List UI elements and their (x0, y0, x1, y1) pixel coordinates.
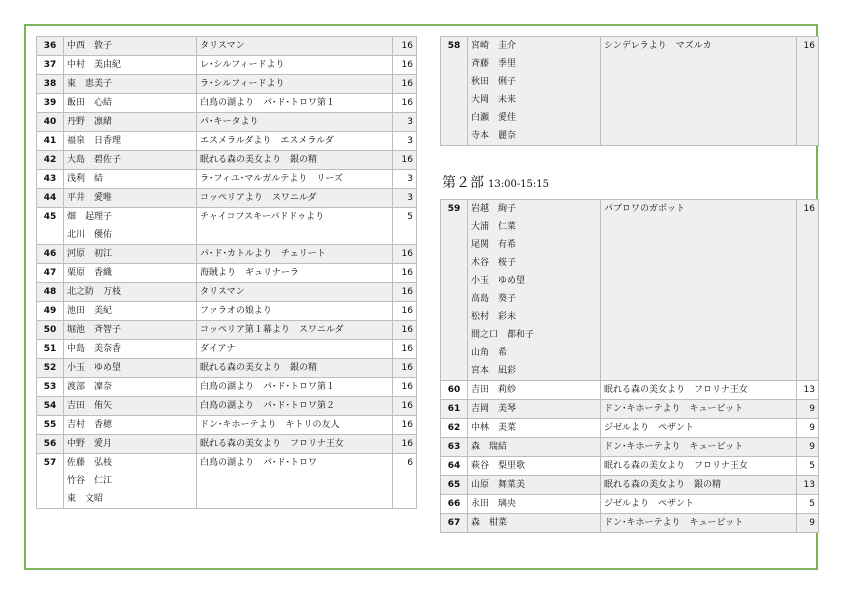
performer-name: 宮本 凪彩 (471, 366, 517, 376)
performer-names (468, 495, 601, 514)
performer-names (468, 400, 601, 419)
performer-names (64, 245, 197, 264)
performer-name: 東 文昭 (67, 494, 104, 504)
performer-names (64, 132, 197, 151)
piece-title: ドン･キホーテより キューピット (601, 438, 797, 457)
piece-title: パブロワのガボット (601, 200, 797, 381)
program-number: 57 (37, 454, 64, 509)
count-value: 16 (393, 264, 417, 283)
performer-names (64, 321, 197, 340)
performer-names (64, 189, 197, 208)
program-row (37, 340, 417, 359)
performer-name: 永田 璃央 (471, 499, 517, 509)
performer-names (64, 283, 197, 302)
program-row (441, 381, 819, 400)
count-value: 5 (393, 208, 417, 245)
count-value: 3 (393, 132, 417, 151)
count-value: 16 (797, 200, 819, 381)
count-value: 16 (393, 340, 417, 359)
piece-title: シンデレラより マズルカ (601, 37, 797, 146)
performer-names (64, 416, 197, 435)
performer-name: 佐藤 弘枝 (67, 458, 113, 468)
program-row (37, 170, 417, 189)
performer-name: 小玉 ゆめ望 (471, 276, 526, 286)
performer-name: 高島 葵子 (471, 294, 517, 304)
count-value: 13 (797, 476, 819, 495)
program-table-right-bottom (440, 199, 819, 533)
count-value: 16 (393, 37, 417, 56)
count-value: 3 (393, 113, 417, 132)
performer-names (468, 381, 601, 400)
piece-title: 白鳥の湖より パ･ド･トロワ第２ (197, 397, 393, 416)
program-number: 55 (37, 416, 64, 435)
count-value: 16 (393, 94, 417, 113)
section-title: 第２部 (442, 175, 484, 191)
performer-name: 吉村 香穂 (67, 420, 113, 430)
program-row (37, 397, 417, 416)
performer-name: 秋田 俐子 (471, 77, 517, 87)
program-number: 54 (37, 397, 64, 416)
program-number: 64 (441, 457, 468, 476)
program-row (441, 514, 819, 533)
count-value: 9 (797, 514, 819, 533)
piece-title: ドン･キホーテより キューピット (601, 514, 797, 533)
program-row (37, 283, 417, 302)
performer-name: 中村 美由紀 (67, 60, 122, 70)
performer-name: 木谷 桜子 (471, 258, 517, 268)
count-value: 5 (797, 457, 819, 476)
program-row (441, 400, 819, 419)
performer-name: 森 瑞結 (471, 442, 508, 452)
program-row (37, 378, 417, 397)
program-number: 46 (37, 245, 64, 264)
count-value: 9 (797, 400, 819, 419)
program-row (37, 56, 417, 75)
performer-name: 中林 美菜 (471, 423, 517, 433)
piece-title: 眠れる森の美女より フロリナ王女 (197, 435, 393, 454)
performer-name: 北之防 万枝 (67, 287, 122, 297)
piece-title: ダイアナ (197, 340, 393, 359)
count-value: 16 (393, 397, 417, 416)
performer-name: 山原 舞菜美 (471, 480, 526, 490)
piece-title: コッペリアより スワニルダ (197, 189, 393, 208)
count-value: 6 (393, 454, 417, 509)
performer-name: 中島 美奈香 (67, 344, 122, 354)
performer-names (64, 208, 197, 245)
program-number: 49 (37, 302, 64, 321)
piece-title: 白鳥の湖より パ･ド･トロワ (197, 454, 393, 509)
piece-title: 眠れる森の美女より フロリナ王女 (601, 381, 797, 400)
piece-title: ドン･キホーテより キトリの友人 (197, 416, 393, 435)
performer-name: 尾関 有希 (471, 240, 517, 250)
program-row (441, 495, 819, 514)
count-value: 16 (393, 56, 417, 75)
program-number: 59 (441, 200, 468, 381)
program-number: 38 (37, 75, 64, 94)
performer-name: 平井 愛唯 (67, 193, 113, 203)
performer-names (468, 476, 601, 495)
count-value: 16 (393, 302, 417, 321)
program-row (37, 359, 417, 378)
performer-name: 福泉 日香理 (67, 136, 122, 146)
program-row (37, 321, 417, 340)
performer-name: 岩越 絢子 (471, 204, 517, 214)
program-number: 36 (37, 37, 64, 56)
performer-names (64, 454, 197, 509)
count-value: 16 (393, 245, 417, 264)
performer-names (64, 397, 197, 416)
count-value: 16 (393, 378, 417, 397)
program-number: 53 (37, 378, 64, 397)
program-row (37, 151, 417, 170)
performer-names (64, 435, 197, 454)
program-row (37, 454, 417, 509)
program-number: 42 (37, 151, 64, 170)
program-number: 58 (441, 37, 468, 146)
count-value: 9 (797, 419, 819, 438)
performer-names (64, 37, 197, 56)
performer-name: 浅利 結 (67, 174, 104, 184)
performer-name: 吉岡 美琴 (471, 404, 517, 414)
program-row (441, 457, 819, 476)
piece-title: 海賊より ギュリナーラ (197, 264, 393, 283)
program-row (37, 435, 417, 454)
performer-names (64, 264, 197, 283)
performer-name: 大島 碧佐子 (67, 155, 122, 165)
program-number: 45 (37, 208, 64, 245)
program-number: 37 (37, 56, 64, 75)
piece-title: チャイコフスキーパドドゥより (197, 208, 393, 245)
performer-name: 白瀬 愛佳 (471, 113, 517, 123)
count-value: 9 (797, 438, 819, 457)
performer-name: 萩谷 梨里歌 (471, 461, 526, 471)
count-value: 16 (393, 75, 417, 94)
piece-title: 眠れる森の美女より 銀の精 (197, 359, 393, 378)
count-value: 16 (393, 359, 417, 378)
performer-names (468, 419, 601, 438)
performer-name: 森 柑菜 (471, 518, 508, 528)
performer-name: 中野 愛月 (67, 439, 113, 449)
performer-names (64, 302, 197, 321)
performer-name: 間之口 都和子 (471, 330, 535, 340)
performer-names (468, 37, 601, 146)
program-number: 61 (441, 400, 468, 419)
program-number: 51 (37, 340, 64, 359)
piece-title: レ･シルフィードより (197, 56, 393, 75)
piece-title: パ･キータより (197, 113, 393, 132)
performer-names (468, 457, 601, 476)
program-number: 56 (37, 435, 64, 454)
performer-name: 大岡 未来 (471, 95, 517, 105)
piece-title: 眠れる森の美女より 銀の精 (601, 476, 797, 495)
performer-names (468, 514, 601, 533)
program-row (441, 438, 819, 457)
piece-title: ファラオの娘より (197, 302, 393, 321)
program-number: 52 (37, 359, 64, 378)
piece-title: タリスマン (197, 283, 393, 302)
program-number: 43 (37, 170, 64, 189)
count-value: 3 (393, 189, 417, 208)
performer-names (468, 438, 601, 457)
performer-names (64, 378, 197, 397)
piece-title: ラ･フィユ･マルガルテより リーズ (197, 170, 393, 189)
performer-name: 松村 彩未 (471, 312, 517, 322)
program-number: 62 (441, 419, 468, 438)
performer-name: 大浦 仁菜 (471, 222, 517, 232)
count-value: 16 (393, 416, 417, 435)
program-row (441, 419, 819, 438)
program-row (37, 208, 417, 245)
performer-name: 北川 優佑 (67, 230, 113, 240)
performer-name: 東 恵美子 (67, 79, 113, 89)
program-row (37, 37, 417, 56)
performer-name: 栗原 香織 (67, 268, 113, 278)
program-row (441, 200, 819, 381)
performer-name: 池田 美紀 (67, 306, 113, 316)
program-row (37, 113, 417, 132)
performer-name: 寺本 麗奈 (471, 131, 517, 141)
count-value: 16 (393, 321, 417, 340)
performer-names (64, 94, 197, 113)
piece-title: エスメラルダより エスメラルダ (197, 132, 393, 151)
performer-name: 竹谷 仁江 (67, 476, 113, 486)
count-value: 13 (797, 381, 819, 400)
program-number: 60 (441, 381, 468, 400)
program-row (37, 302, 417, 321)
performer-name: 斉藤 季里 (471, 59, 517, 69)
piece-title: 白鳥の湖より パ･ド･トロワ第１ (197, 378, 393, 397)
performer-names (64, 359, 197, 378)
program-number: 40 (37, 113, 64, 132)
performer-name: 堀池 斉智子 (67, 325, 122, 335)
performer-name: 中西 敦子 (67, 41, 113, 51)
piece-title: 眠れる森の美女より フロリナ王女 (601, 457, 797, 476)
count-value: 16 (393, 435, 417, 454)
program-number: 50 (37, 321, 64, 340)
program-table-left (36, 36, 417, 509)
piece-title: パ･ド･カトルより チェリート (197, 245, 393, 264)
count-value: 16 (393, 283, 417, 302)
performer-name: 小玉 ゆめ望 (67, 363, 122, 373)
count-value: 5 (797, 495, 819, 514)
program-number: 47 (37, 264, 64, 283)
program-number: 63 (441, 438, 468, 457)
piece-title: ジゼルより ペザント (601, 495, 797, 514)
program-number: 41 (37, 132, 64, 151)
performer-name: 宮崎 圭介 (471, 41, 517, 51)
performer-name: 飯田 心結 (67, 98, 113, 108)
program-row (37, 132, 417, 151)
piece-title: ドン･キホーテより キューピット (601, 400, 797, 419)
program-number: 48 (37, 283, 64, 302)
piece-title: ラ･シルフィードより (197, 75, 393, 94)
program-number: 39 (37, 94, 64, 113)
performer-names (64, 170, 197, 189)
program-row (441, 37, 819, 146)
program-number: 67 (441, 514, 468, 533)
count-value: 3 (393, 170, 417, 189)
program-number: 44 (37, 189, 64, 208)
piece-title: 眠れる森の美女より 銀の精 (197, 151, 393, 170)
performer-name: 吉田 侑矢 (67, 401, 113, 411)
program-number: 65 (441, 476, 468, 495)
program-row (37, 264, 417, 283)
performer-name: 河原 初江 (67, 249, 113, 259)
piece-title: 白鳥の湖より パ･ド･トロワ第１ (197, 94, 393, 113)
program-row (37, 75, 417, 94)
performer-name: 丹野 凛緒 (67, 117, 113, 127)
performer-names (64, 75, 197, 94)
piece-title: タリスマン (197, 37, 393, 56)
performer-names (64, 56, 197, 75)
program-row (37, 416, 417, 435)
program-row (37, 245, 417, 264)
performer-name: 渡部 凜奈 (67, 382, 113, 392)
performer-names (64, 113, 197, 132)
section-heading (442, 172, 549, 192)
performer-name: 畑 起理子 (67, 212, 113, 222)
program-row (37, 94, 417, 113)
piece-title: コッペリア第１幕より スワニルダ (197, 321, 393, 340)
section-time: 13:00-15:15 (488, 179, 550, 190)
performer-name: 山角 希 (471, 348, 508, 358)
count-value: 16 (797, 37, 819, 146)
performer-name: 吉田 莉紗 (471, 385, 517, 395)
program-table-right-top (440, 36, 819, 146)
program-number: 66 (441, 495, 468, 514)
piece-title: ジゼルより ペザント (601, 419, 797, 438)
performer-names (64, 340, 197, 359)
performer-names (64, 151, 197, 170)
program-row (441, 476, 819, 495)
program-row (37, 189, 417, 208)
count-value: 16 (393, 151, 417, 170)
performer-names (468, 200, 601, 381)
